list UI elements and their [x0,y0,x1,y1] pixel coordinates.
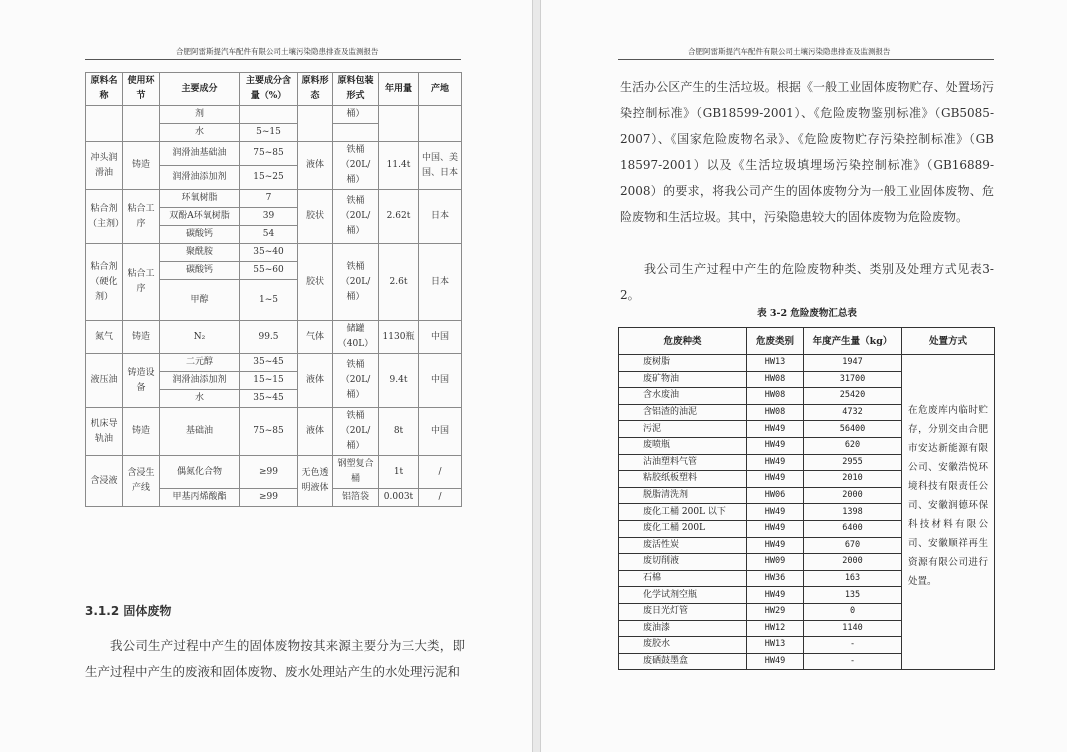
cell: 废切削液 [619,554,747,571]
cell: 废活性炭 [619,537,747,554]
cell: 沾油塑料气管 [619,454,747,471]
col-header: 年用量 [379,73,419,106]
cell: 粘合剂（主剂） [86,190,123,244]
col-header: 主要成分含量（%） [240,73,298,106]
col-header: 产地 [419,73,462,106]
cell: 2955 [804,454,902,471]
body-paragraph: 我公司生产过程中产生的危险废物种类、类别及处理方式见表3-2。 [620,262,994,302]
cell: HW49 [747,537,804,554]
cell: 环氧树脂 [160,190,240,208]
col-header: 原料形态 [298,73,333,106]
cell: 7 [240,190,298,208]
cell: 液体 [298,354,333,408]
cell: 75~85 [240,142,298,166]
cell: HW08 [747,404,804,421]
cell: 双酚A环氧树脂 [160,208,240,226]
hazardous-waste-table [618,327,995,670]
table-row [86,408,462,456]
body-paragraph: 生活办公区产生的生活垃圾。根据《一般工业固体废物贮存、处置场污染控制标准》（GB18599-2001）、《危险废物鉴别标准》（GB5085-2007）、《国家危险废物名录》、《危险废物贮存污染控制标准》（GB 18597-2001）以及《生活垃圾填埋场污染控制标准》（GB16889-2008）的要求，将我公司产生的固体废物分为一般工业固体废物、危险废物和生活垃圾。其中，污染隐患较大的固体废物为危险废物。 [620,80,994,224]
cell: 铁桶（20L/桶） [333,408,379,456]
cell: 铸造 [123,408,160,456]
cell: 甲基丙烯酸酯 [160,489,240,507]
cell: 铸造 [123,321,160,354]
cell: 2000 [804,554,902,571]
cell: 储罐（40L） [333,321,379,354]
cell: 化学试剂空瓶 [619,587,747,604]
disposal-method-continued [902,637,995,670]
cell: 甲醇 [160,280,240,321]
cell: 2.6t [379,244,419,321]
cell: 水 [160,124,240,142]
cell: 润滑油基础油 [160,142,240,166]
cell: 39 [240,208,298,226]
cell: 2010 [804,471,902,488]
table-row [86,321,462,354]
cell: 粘合工序 [123,190,160,244]
col-header: 年度产生量（kg） [804,328,902,355]
col-header: 原料包装形式 [333,73,379,106]
cell: HW49 [747,520,804,537]
cell: 1947 [804,355,902,372]
cell: 35~45 [240,390,298,408]
table-header-row [619,328,995,355]
col-header: 危废类别 [747,328,804,355]
cell: 机床导轨油 [86,408,123,456]
cell: 1398 [804,504,902,521]
cell: 15~25 [240,166,298,190]
cell: 中国 [419,321,462,354]
body-paragraph: 我公司生产过程中产生的固体废物按其来源主要分为三大类，即生产过程中产生的废液和固体废物、废水处理站产生的水处理污泥和 [85,638,465,679]
cell: 15~15 [240,372,298,390]
table-header-row [86,73,462,106]
cell: 0.003t [379,489,419,507]
section-title: 3.1.2 固体废物 [85,604,172,618]
cell: 污泥 [619,421,747,438]
cell: 润滑油添加剂 [160,166,240,190]
table-row [86,190,462,208]
cell: 碳酸钙 [160,226,240,244]
cell: HW29 [747,603,804,620]
cell: 胶状 [298,190,333,244]
cell: 石棉 [619,570,747,587]
cell: 二元醇 [160,354,240,372]
cell: 含浸液 [86,456,123,507]
cell: 55~60 [240,262,298,280]
col-header: 主要成分 [160,73,240,106]
cell: 铁桶（20L/桶） [333,354,379,408]
cell: 6400 [804,520,902,537]
cell: 铁桶（20L/桶） [333,244,379,321]
cell: 中国 [419,354,462,408]
cell: 钢塑复合桶 [333,456,379,489]
header-rule [618,59,994,60]
cell: 胶状 [298,244,333,321]
cell: 废喷瓶 [619,437,747,454]
cell: 偶氮化合物 [160,456,240,489]
cell: 废矿物油 [619,371,747,388]
cell: 35~40 [240,244,298,262]
cell: 5~15 [240,124,298,142]
cell: 铸造 [123,142,160,190]
cell: 75~85 [240,408,298,456]
cell: 氮气 [86,321,123,354]
cell: 0 [804,603,902,620]
disposal-method: 在危废库内临时贮存，分别交由合肥市安达新能源有限公司、安徽浩悦环境科技有限责任公司、安徽润德环保科技材料有限公司、安徽顺祥再生资源有限公司进行处置。 [902,355,995,637]
cell: 1130瓶 [379,321,419,354]
cell: 液压油 [86,354,123,408]
cell: HW12 [747,620,804,637]
materials-table [85,72,462,507]
cell: 35~45 [240,354,298,372]
table-row [86,106,462,124]
cell: 99.5 [240,321,298,354]
table-row [86,354,462,372]
cell: 无色透明液体 [298,456,333,507]
cell: ≥99 [240,489,298,507]
cell: HW36 [747,570,804,587]
cell: HW49 [747,421,804,438]
table-row [86,244,462,262]
cell: 135 [804,587,902,604]
cell: HW49 [747,454,804,471]
cell: ≥99 [240,456,298,489]
table-row [86,456,462,489]
cell: 聚酰胺 [160,244,240,262]
cell: HW49 [747,587,804,604]
cell: 废硒鼓墨盒 [619,653,747,670]
cell: 液体 [298,408,333,456]
col-header: 原料名称 [86,73,123,106]
table-caption: 表 3-2 危险废物汇总表 [757,308,857,319]
page-header: 合肥阿雷斯提汽车配件有限公司土壤污染隐患排查及监测报告 [176,47,379,56]
cell: 铁桶（20L/桶） [333,190,379,244]
cell: 铝箔袋 [333,489,379,507]
cell: / [419,456,462,489]
cell: 1t [379,456,419,489]
cell: 日本 [419,190,462,244]
table-row [619,355,995,372]
cell: 4732 [804,404,902,421]
cell: 31700 [804,371,902,388]
cell: 含铝渣的油泥 [619,404,747,421]
cell: 2000 [804,487,902,504]
cell: 粘合剂（硬化剂） [86,244,123,321]
cell: 桶） [333,106,379,124]
cell: HW49 [747,471,804,488]
cell: 废树脂 [619,355,747,372]
cell: 气体 [298,321,333,354]
cell: 中国 [419,408,462,456]
cell: 25420 [804,388,902,405]
cell: 脱脂清洗剂 [619,487,747,504]
cell: 56400 [804,421,902,438]
cell: 含水废油 [619,388,747,405]
cell: 废日光灯管 [619,603,747,620]
cell: 冲头润滑油 [86,142,123,190]
cell: 2.62t [379,190,419,244]
cell: HW08 [747,371,804,388]
cell: 废油漆 [619,620,747,637]
cell: 中国、美国、日本 [419,142,462,190]
left-page [0,0,533,752]
cell: 液体 [298,142,333,190]
cell: 基础油 [160,408,240,456]
cell: 1140 [804,620,902,637]
cell: 粘合工序 [123,244,160,321]
cell: / [419,489,462,507]
col-header: 危废种类 [619,328,747,355]
cell: HW49 [747,504,804,521]
cell: HW49 [747,653,804,670]
cell: 水 [160,390,240,408]
cell: 620 [804,437,902,454]
cell: - [804,637,902,654]
table-row [86,142,462,166]
cell: 铁桶（20L/桶） [333,142,379,190]
col-header: 处置方式 [902,328,995,355]
cell: HW09 [747,554,804,571]
cell: 1~5 [240,280,298,321]
cell: 163 [804,570,902,587]
cell: 废胶水 [619,637,747,654]
cell: 碳酸钙 [160,262,240,280]
header-rule [85,59,461,60]
cell: 11.4t [379,142,419,190]
cell: 含浸生产线 [123,456,160,507]
cell: 废化工桶 200L [619,520,747,537]
col-header: 使用环节 [123,73,160,106]
cell: 废化工桶 200L 以下 [619,504,747,521]
cell: HW06 [747,487,804,504]
cell: HW13 [747,637,804,654]
cell: 润滑油添加剂 [160,372,240,390]
cell: 8t [379,408,419,456]
cell: 剂 [160,106,240,124]
cell: 粘胶纸板塑料 [619,471,747,488]
cell: 日本 [419,244,462,321]
cell: 670 [804,537,902,554]
cell: HW13 [747,355,804,372]
page-header: 合肥阿雷斯提汽车配件有限公司土壤污染隐患排查及监测报告 [688,47,891,56]
table-row [619,637,995,654]
cell: 54 [240,226,298,244]
cell: 9.4t [379,354,419,408]
cell: N₂ [160,321,240,354]
cell: HW49 [747,437,804,454]
cell: - [804,653,902,670]
cell: 铸造设备 [123,354,160,408]
cell: HW08 [747,388,804,405]
